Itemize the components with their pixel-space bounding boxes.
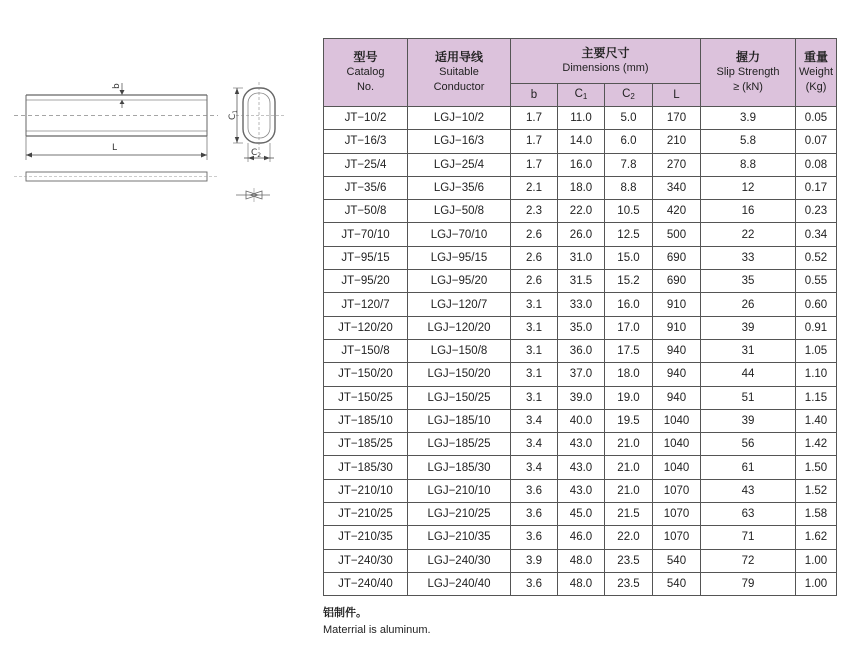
cell-catalog: JT−210/35 [324, 526, 408, 549]
cell-c2: 15.2 [605, 270, 653, 293]
cell-b: 3.1 [511, 363, 558, 386]
cell-c1: 46.0 [558, 526, 605, 549]
cell-L: 940 [653, 363, 701, 386]
cell-c1: 43.0 [558, 456, 605, 479]
cell-c2: 22.0 [605, 526, 653, 549]
header-weight-en1: Weight [798, 66, 834, 78]
cell-conductor: LGJ−185/25 [408, 433, 511, 456]
cell-L: 690 [653, 246, 701, 269]
cell-weight: 0.07 [796, 130, 837, 153]
header-c2-sub: 2 [630, 91, 635, 101]
cell-slip: 33 [701, 246, 796, 269]
dim-b-label: b [112, 83, 122, 89]
cell-catalog: JT−185/10 [324, 409, 408, 432]
cell-c1: 14.0 [558, 130, 605, 153]
cell-slip: 8.8 [701, 153, 796, 176]
header-weight [796, 39, 837, 107]
cell-catalog: JT−210/25 [324, 503, 408, 526]
cell-b: 2.6 [511, 270, 558, 293]
cell-conductor: LGJ−185/30 [408, 456, 511, 479]
cell-c2: 15.0 [605, 246, 653, 269]
cell-weight: 1.05 [796, 339, 837, 362]
cell-c2: 21.5 [605, 503, 653, 526]
cell-slip: 39 [701, 409, 796, 432]
cell-b: 3.4 [511, 409, 558, 432]
cell-weight: 0.05 [796, 107, 837, 130]
cell-catalog: JT−240/40 [324, 572, 408, 595]
table-row [324, 386, 837, 409]
cell-slip: 72 [701, 549, 796, 572]
cell-b: 1.7 [511, 107, 558, 130]
end-view [228, 82, 284, 162]
table-row [324, 107, 837, 130]
cell-weight: 0.34 [796, 223, 837, 246]
cell-conductor: LGJ−35/6 [408, 176, 511, 199]
header-weight-en2: (Kg) [805, 81, 827, 93]
table-row [324, 153, 837, 176]
cell-conductor: LGJ−240/40 [408, 572, 511, 595]
material-note-en: Materrial is aluminum. [323, 624, 431, 636]
cell-slip: 16 [701, 200, 796, 223]
table-row [324, 456, 837, 479]
header-slip-en2: ≥ (kN) [733, 81, 763, 93]
cell-slip: 56 [701, 433, 796, 456]
cell-c2: 19.5 [605, 409, 653, 432]
cell-weight: 1.62 [796, 526, 837, 549]
table-row [324, 270, 837, 293]
cell-conductor: LGJ−50/8 [408, 200, 511, 223]
cell-L: 1070 [653, 526, 701, 549]
cell-b: 3.4 [511, 433, 558, 456]
cell-b: 3.4 [511, 456, 558, 479]
dimension-L [26, 136, 207, 160]
header-slip-strength [701, 39, 796, 107]
cell-catalog: JT−150/25 [324, 386, 408, 409]
cell-weight: 1.10 [796, 363, 837, 386]
table-row [324, 176, 837, 199]
header-slip-cn: 握力 [735, 50, 760, 64]
header-c1-sub: 1 [582, 91, 588, 101]
cell-conductor: LGJ−120/20 [408, 316, 511, 339]
cell-L: 1040 [653, 433, 701, 456]
cell-L: 940 [653, 386, 701, 409]
cell-L: 910 [653, 293, 701, 316]
header-conductor-en2: Conductor [433, 81, 485, 93]
header-catalog-en1: Catalog [346, 66, 385, 78]
table-row [324, 293, 837, 316]
header-c1-letter: C [574, 87, 583, 100]
cell-c2: 21.0 [605, 456, 653, 479]
cell-c2: 21.0 [605, 479, 653, 502]
cell-c1: 33.0 [558, 293, 605, 316]
spec-table [323, 38, 837, 596]
header-dimensions-cn: 主要尺寸 [581, 46, 630, 60]
cell-c1: 18.0 [558, 176, 605, 199]
cell-slip: 39 [701, 316, 796, 339]
cell-b: 2.6 [511, 246, 558, 269]
header-catalog-en2: No. [356, 81, 375, 93]
cell-slip: 31 [701, 339, 796, 362]
cell-conductor: LGJ−10/2 [408, 107, 511, 130]
cell-catalog: JT−50/8 [324, 200, 408, 223]
cell-conductor: LGJ−210/35 [408, 526, 511, 549]
cell-b: 1.7 [511, 153, 558, 176]
cell-c2: 17.5 [605, 339, 653, 362]
cell-slip: 61 [701, 456, 796, 479]
cell-c1: 39.0 [558, 386, 605, 409]
cell-b: 3.1 [511, 316, 558, 339]
table-row [324, 479, 837, 502]
table-row [324, 409, 837, 432]
cell-c1: 48.0 [558, 549, 605, 572]
cell-weight: 1.42 [796, 433, 837, 456]
cell-slip: 35 [701, 270, 796, 293]
cell-L: 270 [653, 153, 701, 176]
header-conductor-en1: Suitable [439, 66, 479, 78]
header-c2 [605, 84, 653, 107]
table-header [324, 39, 837, 107]
cell-conductor: LGJ−210/25 [408, 503, 511, 526]
table-body [324, 107, 837, 596]
cell-L: 420 [653, 200, 701, 223]
material-note-cn: 铝制件。 [323, 607, 367, 619]
cell-L: 540 [653, 549, 701, 572]
cell-c2: 18.0 [605, 363, 653, 386]
header-catalog [324, 39, 408, 107]
cell-c2: 10.5 [605, 200, 653, 223]
cell-b: 3.1 [511, 386, 558, 409]
cell-L: 910 [653, 316, 701, 339]
compressed-end-view [236, 188, 270, 202]
cell-c2: 12.5 [605, 223, 653, 246]
cell-slip: 12 [701, 176, 796, 199]
cell-L: 500 [653, 223, 701, 246]
cell-b: 3.6 [511, 572, 558, 595]
cell-c2: 21.0 [605, 433, 653, 456]
connector-drawing [0, 0, 320, 260]
cell-weight: 0.17 [796, 176, 837, 199]
cell-b: 3.6 [511, 479, 558, 502]
cell-catalog: JT−120/20 [324, 316, 408, 339]
cell-c2: 17.0 [605, 316, 653, 339]
cell-conductor: LGJ−150/20 [408, 363, 511, 386]
cell-conductor: LGJ−185/10 [408, 409, 511, 432]
cell-L: 1040 [653, 409, 701, 432]
header-dimensions-en: Dimensions (mm) [562, 62, 649, 74]
dim-C2-label: $C_2$ [251, 148, 262, 159]
cell-weight: 1.40 [796, 409, 837, 432]
cell-catalog: JT−25/4 [324, 153, 408, 176]
cell-weight: 0.55 [796, 270, 837, 293]
cell-c2: 23.5 [605, 549, 653, 572]
cell-c2: 19.0 [605, 386, 653, 409]
cell-b: 3.6 [511, 526, 558, 549]
cell-c1: 31.0 [558, 246, 605, 269]
cell-slip: 44 [701, 363, 796, 386]
cell-b: 3.1 [511, 293, 558, 316]
cell-weight: 0.91 [796, 316, 837, 339]
cell-c1: 26.0 [558, 223, 605, 246]
cell-catalog: JT−70/10 [324, 223, 408, 246]
cell-conductor: LGJ−16/3 [408, 130, 511, 153]
cell-c1: 37.0 [558, 363, 605, 386]
cell-catalog: JT−10/2 [324, 107, 408, 130]
cell-c1: 35.0 [558, 316, 605, 339]
cell-c1: 45.0 [558, 503, 605, 526]
cell-c2: 7.8 [605, 153, 653, 176]
cell-weight: 0.08 [796, 153, 837, 176]
cell-conductor: LGJ−95/15 [408, 246, 511, 269]
cell-slip: 51 [701, 386, 796, 409]
table-row [324, 549, 837, 572]
cell-conductor: LGJ−25/4 [408, 153, 511, 176]
cell-L: 210 [653, 130, 701, 153]
cell-L: 170 [653, 107, 701, 130]
cell-conductor: LGJ−70/10 [408, 223, 511, 246]
cell-catalog: JT−95/20 [324, 270, 408, 293]
cell-c2: 23.5 [605, 572, 653, 595]
cell-catalog: JT−240/30 [324, 549, 408, 572]
cell-weight: 1.00 [796, 549, 837, 572]
cell-L: 690 [653, 270, 701, 293]
header-dimensions [511, 39, 701, 84]
cell-weight: 1.00 [796, 572, 837, 595]
cell-slip: 79 [701, 572, 796, 595]
cell-b: 3.6 [511, 503, 558, 526]
cell-catalog: JT−150/20 [324, 363, 408, 386]
table-row [324, 339, 837, 362]
table-row [324, 223, 837, 246]
cell-catalog: JT−16/3 [324, 130, 408, 153]
header-b: b [511, 84, 558, 107]
cell-weight: 1.50 [796, 456, 837, 479]
cell-c1: 43.0 [558, 433, 605, 456]
cell-catalog: JT−150/8 [324, 339, 408, 362]
header-c2-letter: C [622, 87, 631, 100]
crimped-view [14, 172, 218, 181]
table-row [324, 130, 837, 153]
cell-L: 1070 [653, 479, 701, 502]
cell-L: 1040 [653, 456, 701, 479]
cell-c1: 11.0 [558, 107, 605, 130]
table-row [324, 572, 837, 595]
header-weight-cn: 重量 [803, 50, 828, 64]
cell-conductor: LGJ−150/8 [408, 339, 511, 362]
cell-catalog: JT−120/7 [324, 293, 408, 316]
table-row [324, 433, 837, 456]
cell-conductor: LGJ−120/7 [408, 293, 511, 316]
cell-slip: 5.8 [701, 130, 796, 153]
cell-c1: 40.0 [558, 409, 605, 432]
drawing-svg [0, 0, 320, 260]
cell-b: 2.6 [511, 223, 558, 246]
cell-slip: 3.9 [701, 107, 796, 130]
cell-c2: 16.0 [605, 293, 653, 316]
cell-c2: 6.0 [605, 130, 653, 153]
cell-weight: 1.15 [796, 386, 837, 409]
cell-slip: 22 [701, 223, 796, 246]
cell-slip: 71 [701, 526, 796, 549]
cell-L: 940 [653, 339, 701, 362]
cell-L: 340 [653, 176, 701, 199]
cell-catalog: JT−185/30 [324, 456, 408, 479]
table-row [324, 363, 837, 386]
cell-L: 540 [653, 572, 701, 595]
cell-c1: 43.0 [558, 479, 605, 502]
header-catalog-cn: 型号 [353, 50, 378, 64]
cell-b: 3.9 [511, 549, 558, 572]
cell-weight: 0.23 [796, 200, 837, 223]
cell-catalog: JT−210/10 [324, 479, 408, 502]
dim-L-label: L [112, 143, 118, 153]
cell-slip: 26 [701, 293, 796, 316]
dim-C1-label: $C_1$ [228, 109, 239, 120]
cell-c1: 36.0 [558, 339, 605, 362]
cell-c1: 16.0 [558, 153, 605, 176]
cell-b: 1.7 [511, 130, 558, 153]
cell-conductor: LGJ−210/10 [408, 479, 511, 502]
header-L: L [653, 84, 701, 107]
cell-conductor: LGJ−240/30 [408, 549, 511, 572]
header-c1 [558, 84, 605, 107]
cell-b: 3.1 [511, 339, 558, 362]
table-row [324, 503, 837, 526]
cell-weight: 0.52 [796, 246, 837, 269]
table-row [324, 526, 837, 549]
cell-catalog: JT−95/15 [324, 246, 408, 269]
header-conductor [408, 39, 511, 107]
cell-conductor: LGJ−95/20 [408, 270, 511, 293]
cell-slip: 43 [701, 479, 796, 502]
cell-weight: 1.58 [796, 503, 837, 526]
cell-c1: 22.0 [558, 200, 605, 223]
cell-catalog: JT−35/6 [324, 176, 408, 199]
cell-b: 2.3 [511, 200, 558, 223]
cell-slip: 63 [701, 503, 796, 526]
cell-L: 1070 [653, 503, 701, 526]
cell-c2: 8.8 [605, 176, 653, 199]
table-row [324, 200, 837, 223]
table-row [324, 246, 837, 269]
cell-weight: 0.60 [796, 293, 837, 316]
cell-b: 2.1 [511, 176, 558, 199]
cell-c2: 5.0 [605, 107, 653, 130]
header-slip-en1: Slip Strength [716, 66, 780, 78]
cell-conductor: LGJ−150/25 [408, 386, 511, 409]
header-conductor-cn: 适用导线 [434, 50, 483, 64]
table-row [324, 316, 837, 339]
cell-catalog: JT−185/25 [324, 433, 408, 456]
cell-weight: 1.52 [796, 479, 837, 502]
cell-c1: 48.0 [558, 572, 605, 595]
side-view [14, 95, 218, 136]
cell-c1: 31.5 [558, 270, 605, 293]
